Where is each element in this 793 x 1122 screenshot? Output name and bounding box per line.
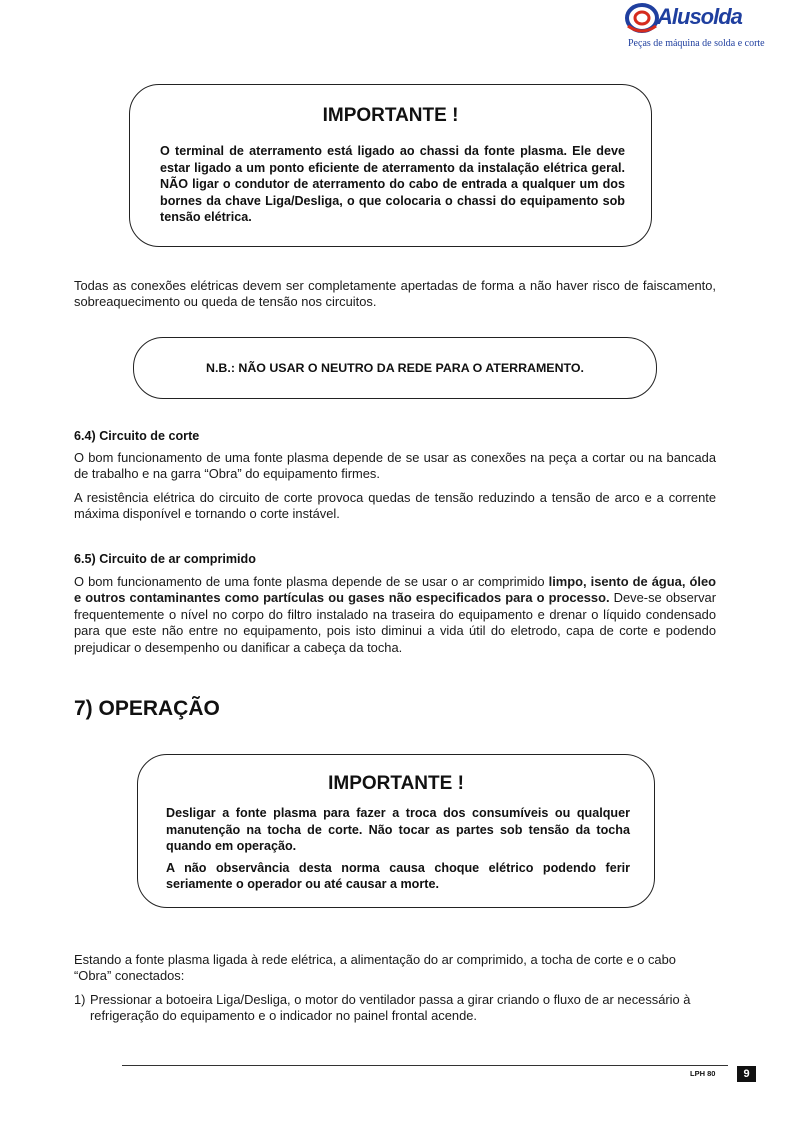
important-box-body: [166, 805, 630, 893]
section-6-5-heading: 6.5) Circuito de ar comprimido: [74, 552, 256, 566]
brand-tagline: Peças de máquina de solda e corte: [628, 38, 765, 49]
page-number: 9: [737, 1066, 756, 1082]
section-6-5-text-end: Deve-se observar frequentemente o nível no corpo do filtro instalado na traseira do equipamento e drenar o líquido condensado para que este não entre no equipamento, pois isto diminui a vida útil do eletrodo, capa de corte e podendo prejudicar o desempenho ou danificar a cabeça da tocha.: [74, 590, 716, 655]
nb-note-box: [133, 337, 657, 399]
brand-logo: [624, 2, 765, 52]
footer-rule: [122, 1065, 728, 1066]
section-7-heading: 7) OPERAÇÃO: [74, 697, 220, 720]
section-6-5-text-start: O bom funcionamento de uma fonte plasma depende de se usar o ar comprimido: [74, 574, 549, 589]
connections-paragraph: Todas as conexões elétricas devem ser completamente apertadas de forma a não haver risco de faiscamento, sobreaquecimento ou queda de tensão nos circuitos.: [74, 278, 716, 310]
operation-step-1: [74, 992, 718, 1025]
important-box-text-2: A não observância desta norma causa choque elétrico podendo ferir seriamente o operador ou até causar a morte.: [166, 860, 630, 892]
important-box-title: IMPORTANTE !: [322, 105, 459, 126]
important-box-operation: [137, 754, 655, 908]
important-box-grounding: [129, 84, 652, 247]
brand-name: Alusolda: [657, 4, 742, 29]
section-6-5-paragraph: [74, 574, 716, 656]
operation-step-1-text: Pressionar a botoeira Liga/Desliga, o motor do ventilador passa a girar criando o fluxo de ar necessário à refrigeração do equipamento e o indicador no painel frontal acende.: [90, 992, 691, 1024]
section-6-4-paragraph-2: A resistência elétrica do circuito de corte provoca quedas de tensão reduzindo a tensão de arco e a corrente máxima disponível e tornando o corte instável.: [74, 490, 716, 522]
important-box-title: IMPORTANTE !: [328, 773, 464, 794]
operation-intro-paragraph: Estando a fonte plasma ligada à rede elétrica, a alimentação do ar comprimido, a tocha de corte e o cabo “Obra” conectados:: [74, 952, 676, 984]
section-6-4-paragraph-1: O bom funcionamento de uma fonte plasma depende de se usar as conexões na peça a cortar ou na bancada de trabalho e na garra “Obra” do equipamento firmes.: [74, 450, 716, 482]
important-box-text: O terminal de aterramento está ligado ao chassi da fonte plasma. Ele deve estar ligado a um ponto eficiente de aterramento da instalação elétrica geral. NÃO ligar o condutor de aterramento do cabo de entrada a qualquer um dos bornes da chave Liga/Desliga, o que colocaria o chassi do equipamento sob tensão elétrica.: [160, 144, 625, 225]
operation-step-1-number: 1): [74, 992, 86, 1007]
section-6-5-text-bold: limpo, isento de água, óleo e outros contaminantes como partículas ou gases não especificados para o processo.: [74, 574, 716, 606]
nb-note-text: N.B.: NÃO USAR O NEUTRO DA REDE PARA O ATERRAMENTO.: [206, 361, 584, 375]
section-6-4-heading: 6.4) Circuito de corte: [74, 429, 200, 443]
footer-model-code: LPH 80: [690, 1069, 716, 1078]
important-box-text-1: Desligar a fonte plasma para fazer a troca dos consumíveis ou qualquer manutenção na tocha de corte. Não tocar as partes sob tensão da tocha quando em operação.: [166, 806, 630, 854]
